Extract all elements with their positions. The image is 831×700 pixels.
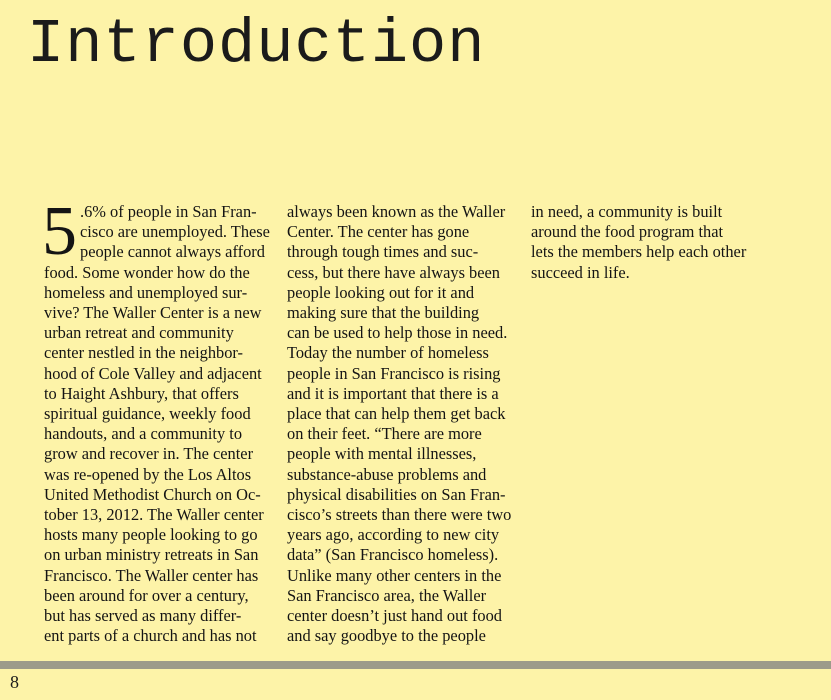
text-line: on their feet. “There are more — [287, 424, 482, 444]
text-line: through tough times and suc- — [287, 242, 479, 262]
text-line: data” (San Francisco homeless). — [287, 545, 499, 565]
column-2-text — [287, 202, 525, 646]
text-line: around the food program that — [531, 222, 724, 242]
text-line: cisco’s streets than there were two — [287, 505, 512, 525]
text-line: people in San Francisco is rising — [287, 363, 501, 383]
text-line: but has served as many differ- — [44, 606, 242, 626]
text-line: been around for over a century, — [44, 585, 249, 605]
text-line: handouts, and a community to — [44, 424, 243, 444]
text-line: urban retreat and community — [44, 323, 234, 343]
page-title: Introduction — [27, 9, 486, 80]
text-line: center doesn’t just hand out food — [287, 606, 503, 626]
text-line: .6% of people in San Fran- — [80, 202, 257, 221]
text-line: tober 13, 2012. The Waller center — [44, 505, 264, 525]
text-line: ent parts of a church and has not — [44, 626, 257, 646]
body-column-1 — [42, 193, 282, 646]
column-1-text — [42, 193, 282, 646]
page-number: 8 — [10, 672, 19, 692]
text-line: in need, a community is built — [531, 202, 723, 221]
text-line: Today the number of homeless — [287, 343, 489, 363]
column-3-text — [531, 202, 781, 283]
text-line: making sure that the building — [287, 303, 480, 323]
text-line: place that can help them get back — [287, 404, 506, 424]
footer-rule — [0, 661, 831, 669]
text-line: and say goodbye to the people — [287, 626, 486, 646]
text-line: grow and recover in. The center — [44, 444, 254, 464]
text-line: succeed in life. — [531, 262, 630, 282]
text-line: physical disabilities on San Fran- — [287, 484, 506, 504]
body-column-3 — [531, 202, 781, 283]
text-line: United Methodist Church on Oc- — [44, 484, 261, 504]
text-line: Francisco. The Waller center has — [44, 565, 259, 585]
body-column-2 — [287, 202, 525, 646]
text-line: and it is important that there is a — [287, 383, 499, 403]
text-line: hosts many people looking to go — [44, 525, 258, 545]
text-line: lets the members help each other — [531, 242, 747, 262]
text-line: vive? The Waller Center is a new — [44, 303, 262, 323]
text-line: homeless and unemployed sur- — [44, 282, 248, 302]
text-line: always been known as the Waller — [287, 202, 506, 221]
text-line: cess, but there have always been — [287, 262, 500, 282]
text-line: people with mental illnesses, — [287, 444, 477, 464]
text-line: can be used to help those in need. — [287, 323, 508, 343]
text-line: was re-opened by the Los Altos — [44, 464, 252, 484]
text-line: on urban ministry retreats in San — [44, 545, 259, 565]
drop-cap: 5 — [42, 193, 77, 270]
text-line: people cannot always afford — [80, 242, 265, 262]
text-line: cisco are unemployed. These — [80, 222, 270, 242]
text-line: hood of Cole Valley and adjacent — [44, 363, 262, 383]
text-line: San Francisco area, the Waller — [287, 585, 487, 605]
text-line: to Haight Ashbury, that offers — [44, 383, 239, 403]
text-line: years ago, according to new city — [287, 525, 500, 545]
text-line: food. Some wonder how do the — [44, 262, 250, 282]
text-line: people looking out for it and — [287, 282, 475, 302]
text-line: Center. The center has gone — [287, 222, 470, 242]
text-line: Unlike many other centers in the — [287, 565, 502, 585]
text-line: center nestled in the neighbor- — [44, 343, 244, 363]
text-line: substance-abuse problems and — [287, 464, 487, 484]
text-line: spiritual guidance, weekly food — [44, 404, 251, 424]
